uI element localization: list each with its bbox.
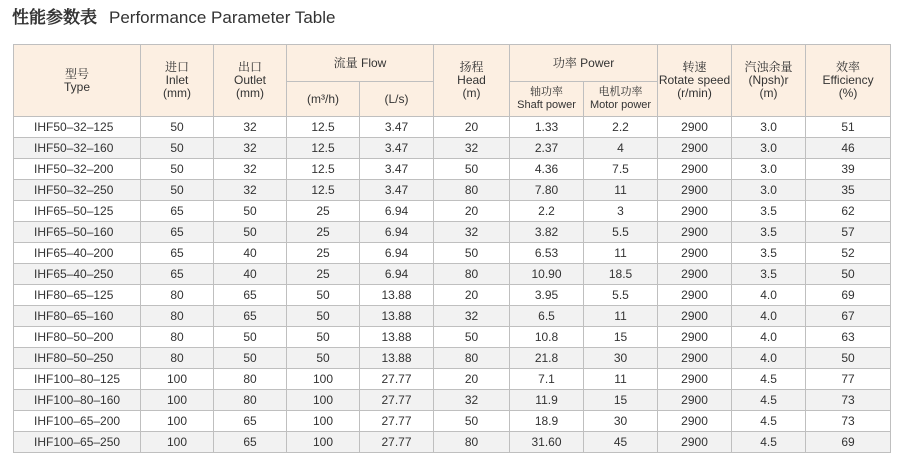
table-cell: 3.5 bbox=[732, 243, 806, 264]
table-cell: 80 bbox=[141, 306, 214, 327]
cell-model: IHF65–40–250 bbox=[14, 264, 141, 285]
table-row bbox=[14, 201, 891, 222]
cell-model: IHF80–65–125 bbox=[14, 285, 141, 306]
table-cell: 57 bbox=[806, 222, 891, 243]
table-row bbox=[14, 138, 891, 159]
header-flow-ls: (L/s) bbox=[360, 82, 434, 117]
table-cell: 11 bbox=[584, 369, 658, 390]
table-cell: 10.90 bbox=[510, 264, 584, 285]
table-cell: 80 bbox=[141, 348, 214, 369]
table-cell: 2900 bbox=[658, 285, 732, 306]
table-cell: 3.47 bbox=[360, 180, 434, 201]
header-inlet: 进口 Inlet (mm) bbox=[141, 45, 214, 117]
table-cell: 100 bbox=[287, 390, 360, 411]
table-cell: 30 bbox=[584, 411, 658, 432]
table-cell: 65 bbox=[214, 306, 287, 327]
header-speed: 转速 Rotate speed (r/min) bbox=[658, 45, 732, 117]
title-english: Performance Parameter Table bbox=[109, 8, 336, 27]
table-cell: 50 bbox=[806, 348, 891, 369]
table-cell: 50 bbox=[434, 159, 510, 180]
cell-model: IHF50–32–250 bbox=[14, 180, 141, 201]
table-cell: 80 bbox=[434, 264, 510, 285]
table-cell: 5.5 bbox=[584, 285, 658, 306]
table-cell: 15 bbox=[584, 390, 658, 411]
page-title bbox=[12, 3, 335, 31]
table-cell: 25 bbox=[287, 201, 360, 222]
table-cell: 6.53 bbox=[510, 243, 584, 264]
table-cell: 32 bbox=[434, 222, 510, 243]
table-row bbox=[14, 180, 891, 201]
table-cell: 50 bbox=[214, 327, 287, 348]
table-cell: 2900 bbox=[658, 222, 732, 243]
cell-model: IHF65–50–125 bbox=[14, 201, 141, 222]
table-cell: 4.5 bbox=[732, 432, 806, 453]
header-outlet: 出口 Outlet (mm) bbox=[214, 45, 287, 117]
table-cell: 18.5 bbox=[584, 264, 658, 285]
table-cell: 20 bbox=[434, 201, 510, 222]
table-cell: 45 bbox=[584, 432, 658, 453]
header-flow-m3h: (m³/h) bbox=[287, 82, 360, 117]
table-cell: 2.2 bbox=[510, 201, 584, 222]
table-cell: 7.80 bbox=[510, 180, 584, 201]
table-cell: 51 bbox=[806, 117, 891, 138]
table-cell: 2900 bbox=[658, 327, 732, 348]
table-cell: 65 bbox=[214, 411, 287, 432]
table-cell: 50 bbox=[141, 138, 214, 159]
table-cell: 100 bbox=[287, 411, 360, 432]
table-cell: 7.1 bbox=[510, 369, 584, 390]
table-cell: 2900 bbox=[658, 138, 732, 159]
table-cell: 20 bbox=[434, 117, 510, 138]
table-cell: 50 bbox=[287, 306, 360, 327]
table-cell: 2.37 bbox=[510, 138, 584, 159]
table-cell: 69 bbox=[806, 432, 891, 453]
table-cell: 80 bbox=[434, 180, 510, 201]
table-cell: 2900 bbox=[658, 390, 732, 411]
table-cell: 27.77 bbox=[360, 390, 434, 411]
header-npsh: 汽浊余量 (Npsh)r (m) bbox=[732, 45, 806, 117]
table-cell: 11.9 bbox=[510, 390, 584, 411]
table-cell: 5.5 bbox=[584, 222, 658, 243]
table-cell: 3.0 bbox=[732, 159, 806, 180]
table-row bbox=[14, 285, 891, 306]
table-cell: 4.0 bbox=[732, 285, 806, 306]
table-cell: 3 bbox=[584, 201, 658, 222]
table-cell: 50 bbox=[141, 159, 214, 180]
table-cell: 3.95 bbox=[510, 285, 584, 306]
table-row bbox=[14, 327, 891, 348]
table-cell: 27.77 bbox=[360, 411, 434, 432]
table-cell: 50 bbox=[287, 285, 360, 306]
table-cell: 65 bbox=[214, 285, 287, 306]
cell-model: IHF65–50–160 bbox=[14, 222, 141, 243]
table-cell: 100 bbox=[287, 432, 360, 453]
table-cell: 25 bbox=[287, 264, 360, 285]
table-cell: 21.8 bbox=[510, 348, 584, 369]
table-cell: 3.5 bbox=[732, 264, 806, 285]
table-cell: 32 bbox=[434, 138, 510, 159]
table-cell: 7.5 bbox=[584, 159, 658, 180]
table-cell: 2900 bbox=[658, 411, 732, 432]
table-cell: 2.2 bbox=[584, 117, 658, 138]
table-cell: 13.88 bbox=[360, 327, 434, 348]
table-row bbox=[14, 369, 891, 390]
table-cell: 6.94 bbox=[360, 243, 434, 264]
table-cell: 40 bbox=[214, 243, 287, 264]
table-cell: 4.36 bbox=[510, 159, 584, 180]
table-cell: 6.94 bbox=[360, 222, 434, 243]
table-cell: 3.5 bbox=[732, 201, 806, 222]
table-cell: 50 bbox=[141, 180, 214, 201]
table-row bbox=[14, 159, 891, 180]
header-motor-power: 电机功率 Motor power bbox=[584, 82, 658, 117]
table-cell: 4 bbox=[584, 138, 658, 159]
table-cell: 80 bbox=[141, 285, 214, 306]
table-row bbox=[14, 264, 891, 285]
table-cell: 50 bbox=[434, 327, 510, 348]
table-row bbox=[14, 348, 891, 369]
header-flow: 流量 Flow bbox=[287, 45, 434, 82]
table-cell: 2900 bbox=[658, 348, 732, 369]
table-cell: 65 bbox=[141, 243, 214, 264]
table-row bbox=[14, 117, 891, 138]
table-cell: 2900 bbox=[658, 180, 732, 201]
table-cell: 73 bbox=[806, 411, 891, 432]
table-cell: 50 bbox=[141, 117, 214, 138]
table-cell: 13.88 bbox=[360, 348, 434, 369]
table-cell: 4.5 bbox=[732, 411, 806, 432]
cell-model: IHF100–65–250 bbox=[14, 432, 141, 453]
table-cell: 2900 bbox=[658, 243, 732, 264]
table-cell: 50 bbox=[806, 264, 891, 285]
table-cell: 80 bbox=[214, 390, 287, 411]
table-cell: 46 bbox=[806, 138, 891, 159]
table-cell: 100 bbox=[141, 411, 214, 432]
table-cell: 80 bbox=[434, 348, 510, 369]
table-cell: 3.82 bbox=[510, 222, 584, 243]
table-cell: 12.5 bbox=[287, 159, 360, 180]
table-row bbox=[14, 243, 891, 264]
cell-model: IHF50–32–160 bbox=[14, 138, 141, 159]
table-cell: 4.5 bbox=[732, 369, 806, 390]
table-cell: 20 bbox=[434, 369, 510, 390]
table-cell: 10.8 bbox=[510, 327, 584, 348]
cell-model: IHF65–40–200 bbox=[14, 243, 141, 264]
table-cell: 69 bbox=[806, 285, 891, 306]
table-cell: 50 bbox=[287, 327, 360, 348]
table-cell: 11 bbox=[584, 243, 658, 264]
table-cell: 80 bbox=[214, 369, 287, 390]
table-cell: 30 bbox=[584, 348, 658, 369]
table-cell: 2900 bbox=[658, 264, 732, 285]
table-cell: 65 bbox=[141, 222, 214, 243]
table-cell: 3.0 bbox=[732, 117, 806, 138]
table-cell: 31.60 bbox=[510, 432, 584, 453]
table-cell: 100 bbox=[141, 390, 214, 411]
table-row bbox=[14, 222, 891, 243]
header-type: 型号 Type bbox=[14, 45, 141, 117]
cell-model: IHF100–80–125 bbox=[14, 369, 141, 390]
table-cell: 3.5 bbox=[732, 222, 806, 243]
table-cell: 100 bbox=[141, 432, 214, 453]
table-cell: 67 bbox=[806, 306, 891, 327]
table-cell: 4.0 bbox=[732, 327, 806, 348]
table-cell: 65 bbox=[141, 264, 214, 285]
table-cell: 65 bbox=[214, 432, 287, 453]
table-cell: 2900 bbox=[658, 117, 732, 138]
table-cell: 6.5 bbox=[510, 306, 584, 327]
table-cell: 50 bbox=[434, 411, 510, 432]
table-cell: 35 bbox=[806, 180, 891, 201]
table-cell: 50 bbox=[287, 348, 360, 369]
table-cell: 25 bbox=[287, 243, 360, 264]
table-cell: 12.5 bbox=[287, 138, 360, 159]
table-cell: 50 bbox=[214, 348, 287, 369]
cell-model: IHF100–80–160 bbox=[14, 390, 141, 411]
table-cell: 50 bbox=[214, 222, 287, 243]
table-cell: 3.47 bbox=[360, 159, 434, 180]
cell-model: IHF100–65–200 bbox=[14, 411, 141, 432]
table-cell: 27.77 bbox=[360, 432, 434, 453]
table-cell: 2900 bbox=[658, 201, 732, 222]
table-cell: 12.5 bbox=[287, 117, 360, 138]
table-cell: 2900 bbox=[658, 432, 732, 453]
table-cell: 32 bbox=[214, 138, 287, 159]
table-cell: 32 bbox=[214, 159, 287, 180]
table-cell: 32 bbox=[214, 180, 287, 201]
table-cell: 62 bbox=[806, 201, 891, 222]
table-cell: 25 bbox=[287, 222, 360, 243]
table-cell: 3.0 bbox=[732, 138, 806, 159]
table-cell: 52 bbox=[806, 243, 891, 264]
table-cell: 80 bbox=[434, 432, 510, 453]
table-cell: 2900 bbox=[658, 159, 732, 180]
table-row bbox=[14, 432, 891, 453]
table-cell: 50 bbox=[434, 243, 510, 264]
table-cell: 32 bbox=[434, 306, 510, 327]
table-row bbox=[14, 390, 891, 411]
cell-model: IHF50–32–200 bbox=[14, 159, 141, 180]
table-cell: 13.88 bbox=[360, 285, 434, 306]
performance-table bbox=[13, 44, 891, 453]
cell-model: IHF50–32–125 bbox=[14, 117, 141, 138]
table-cell: 39 bbox=[806, 159, 891, 180]
header-efficiency: 效率 Efficiency (%) bbox=[806, 45, 891, 117]
table-cell: 3.0 bbox=[732, 180, 806, 201]
table-cell: 4.0 bbox=[732, 306, 806, 327]
table-cell: 65 bbox=[141, 201, 214, 222]
table-cell: 40 bbox=[214, 264, 287, 285]
table-cell: 11 bbox=[584, 306, 658, 327]
header-power: 功率 Power bbox=[510, 45, 658, 82]
table-body bbox=[14, 117, 891, 453]
table-cell: 18.9 bbox=[510, 411, 584, 432]
table-cell: 32 bbox=[214, 117, 287, 138]
table-cell: 15 bbox=[584, 327, 658, 348]
table-cell: 12.5 bbox=[287, 180, 360, 201]
table-cell: 11 bbox=[584, 180, 658, 201]
header-shaft-power: 轴功率 Shaft power bbox=[510, 82, 584, 117]
table-cell: 6.94 bbox=[360, 264, 434, 285]
table-cell: 2900 bbox=[658, 369, 732, 390]
table-cell: 4.5 bbox=[732, 390, 806, 411]
table-cell: 63 bbox=[806, 327, 891, 348]
table-cell: 100 bbox=[287, 369, 360, 390]
table-cell: 27.77 bbox=[360, 369, 434, 390]
table-cell: 13.88 bbox=[360, 306, 434, 327]
table-cell: 50 bbox=[214, 201, 287, 222]
table-cell: 20 bbox=[434, 285, 510, 306]
table-cell: 4.0 bbox=[732, 348, 806, 369]
table-cell: 100 bbox=[141, 369, 214, 390]
table-cell: 1.33 bbox=[510, 117, 584, 138]
cell-model: IHF80–50–200 bbox=[14, 327, 141, 348]
cell-model: IHF80–65–160 bbox=[14, 306, 141, 327]
table-cell: 32 bbox=[434, 390, 510, 411]
title-chinese: 性能参数表 bbox=[12, 8, 97, 27]
table-cell: 73 bbox=[806, 390, 891, 411]
table-row bbox=[14, 411, 891, 432]
table-cell: 3.47 bbox=[360, 138, 434, 159]
table-cell: 2900 bbox=[658, 306, 732, 327]
table-cell: 80 bbox=[141, 327, 214, 348]
table-cell: 3.47 bbox=[360, 117, 434, 138]
header-head: 扬程 Head (m) bbox=[434, 45, 510, 117]
table-row bbox=[14, 306, 891, 327]
table-cell: 6.94 bbox=[360, 201, 434, 222]
table-cell: 77 bbox=[806, 369, 891, 390]
cell-model: IHF80–50–250 bbox=[14, 348, 141, 369]
